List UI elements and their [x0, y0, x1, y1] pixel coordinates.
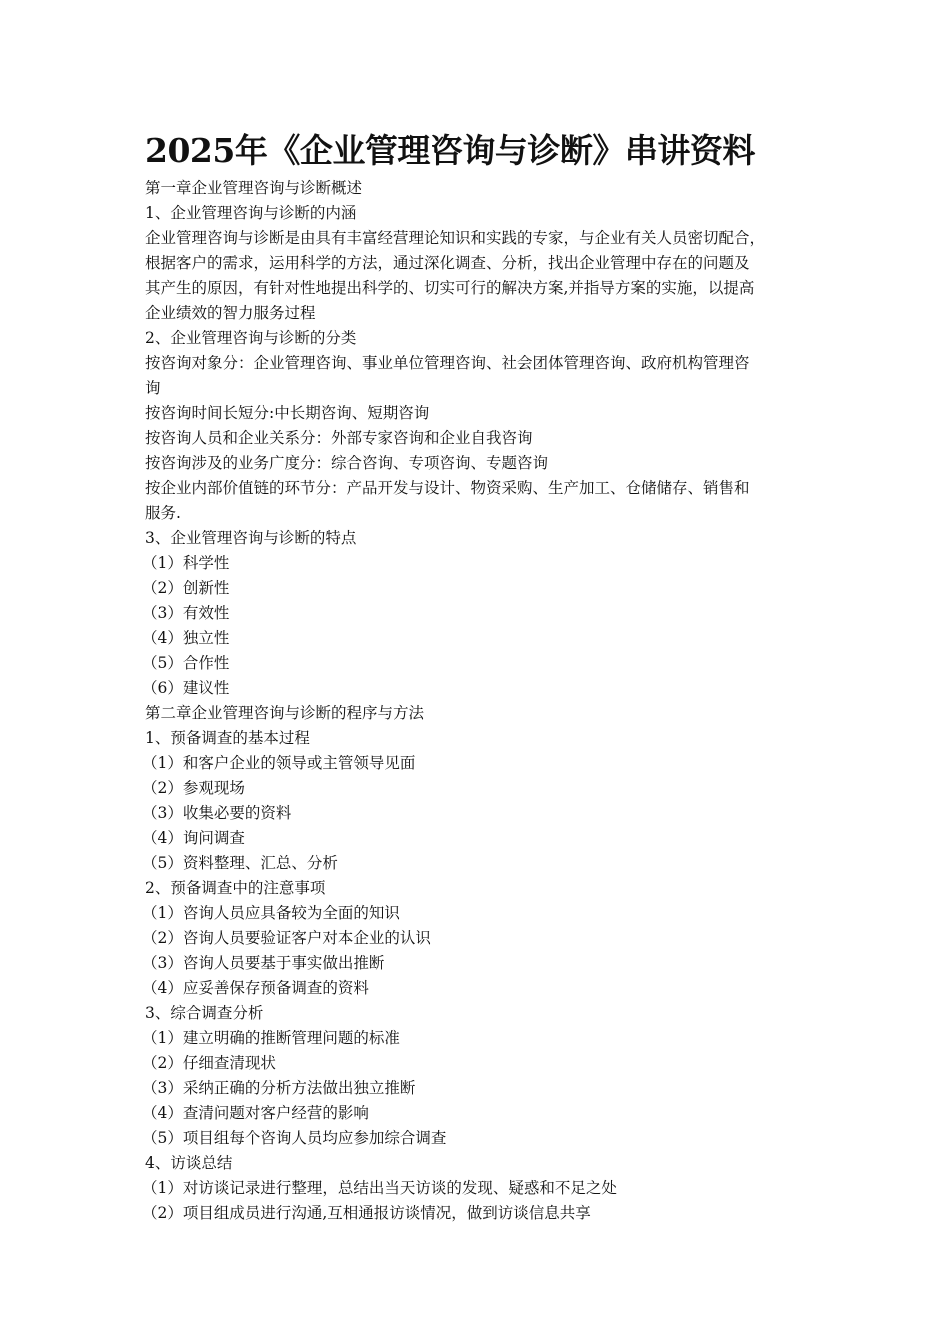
list-item: （4）询问调查: [142, 829, 245, 847]
text-line: 其产生的原因，有针对性地提出科学的、切实可行的解决方案,并指导方案的实施，以提高: [145, 279, 755, 297]
text-line: 按咨询人员和企业关系分：外部专家咨询和企业自我咨询: [145, 429, 533, 447]
list-item: （4）独立性: [142, 629, 230, 647]
list-item: （5）资料整理、汇总、分析: [142, 854, 338, 872]
list-item: （3）咨询人员要基于事实做出推断: [142, 954, 385, 972]
text-line: 按咨询涉及的业务广度分：综合咨询、专项咨询、专题咨询: [145, 454, 549, 472]
text-line: 服务.: [145, 504, 181, 522]
text-line: 第一章企业管理咨询与诊断概述: [145, 179, 363, 197]
list-item: （5）合作性: [142, 654, 230, 672]
text-line: 企业管理咨询与诊断是由具有丰富经营理论知识和实践的专家，与企业有关人员密切配合，: [145, 229, 766, 247]
list-item: （4）应妥善保存预备调查的资料: [142, 979, 369, 997]
list-item: （1）咨询人员应具备较为全面的知识: [142, 904, 400, 922]
text-line: 1、预备调查的基本过程: [145, 729, 310, 747]
list-item: （2）参观现场: [142, 779, 245, 797]
list-item: （4）查清问题对客户经营的影响: [142, 1104, 369, 1122]
text-line: 询: [145, 379, 161, 397]
list-item: （1）对访谈记录进行整理，总结出当天访谈的发现、疑惑和不足之处: [142, 1179, 617, 1197]
list-item: （2）创新性: [142, 579, 230, 597]
text-line: 3、企业管理咨询与诊断的特点: [145, 529, 357, 547]
list-item: （1）建立明确的推断管理问题的标准: [142, 1029, 400, 1047]
text-line: 企业绩效的智力服务过程: [145, 304, 316, 322]
text-line: 根据客户的需求，运用科学的方法，通过深化调查、分析，找出企业管理中存在的问题及: [145, 254, 750, 272]
text-line: 按咨询时间长短分:中长期咨询、短期咨询: [145, 404, 430, 422]
list-item: （3）有效性: [142, 604, 230, 622]
text-line: 4、访谈总结: [145, 1154, 233, 1172]
list-item: （2）仔细查清现状: [142, 1054, 276, 1072]
text-line: 按企业内部价值链的环节分：产品开发与设计、物资采购、生产加工、仓储储存、销售和: [145, 479, 750, 497]
text-line: 按咨询对象分：企业管理咨询、事业单位管理咨询、社会团体管理咨询、政府机构管理咨: [145, 354, 750, 372]
list-item: （2）咨询人员要验证客户对本企业的认识: [142, 929, 431, 947]
text-line: 1、企业管理咨询与诊断的内涵: [145, 204, 357, 222]
text-line: 2、企业管理咨询与诊断的分类: [145, 329, 357, 347]
document-body: [142, 176, 810, 1226]
list-item: （3）收集必要的资料: [142, 804, 292, 822]
list-item: （5）项目组每个咨询人员均应参加综合调查: [142, 1129, 447, 1147]
list-item: （1）和客户企业的领导或主管领导见面: [142, 754, 416, 772]
list-item: （6）建议性: [142, 679, 230, 697]
list-item: （3）采纳正确的分析方法做出独立推断: [142, 1079, 416, 1097]
list-item: （1）科学性: [142, 554, 230, 572]
text-line: 2、预备调查中的注意事项: [145, 879, 326, 897]
list-item: （2）项目组成员进行沟通,互相通报访谈情况，做到访谈信息共享: [142, 1204, 591, 1222]
document-page: [142, 126, 810, 1226]
text-line: 第二章企业管理咨询与诊断的程序与方法: [145, 704, 425, 722]
document-title: 2025年《企业管理咨询与诊断》串讲资料: [145, 131, 755, 170]
text-line: 3、综合调查分析: [145, 1004, 264, 1022]
